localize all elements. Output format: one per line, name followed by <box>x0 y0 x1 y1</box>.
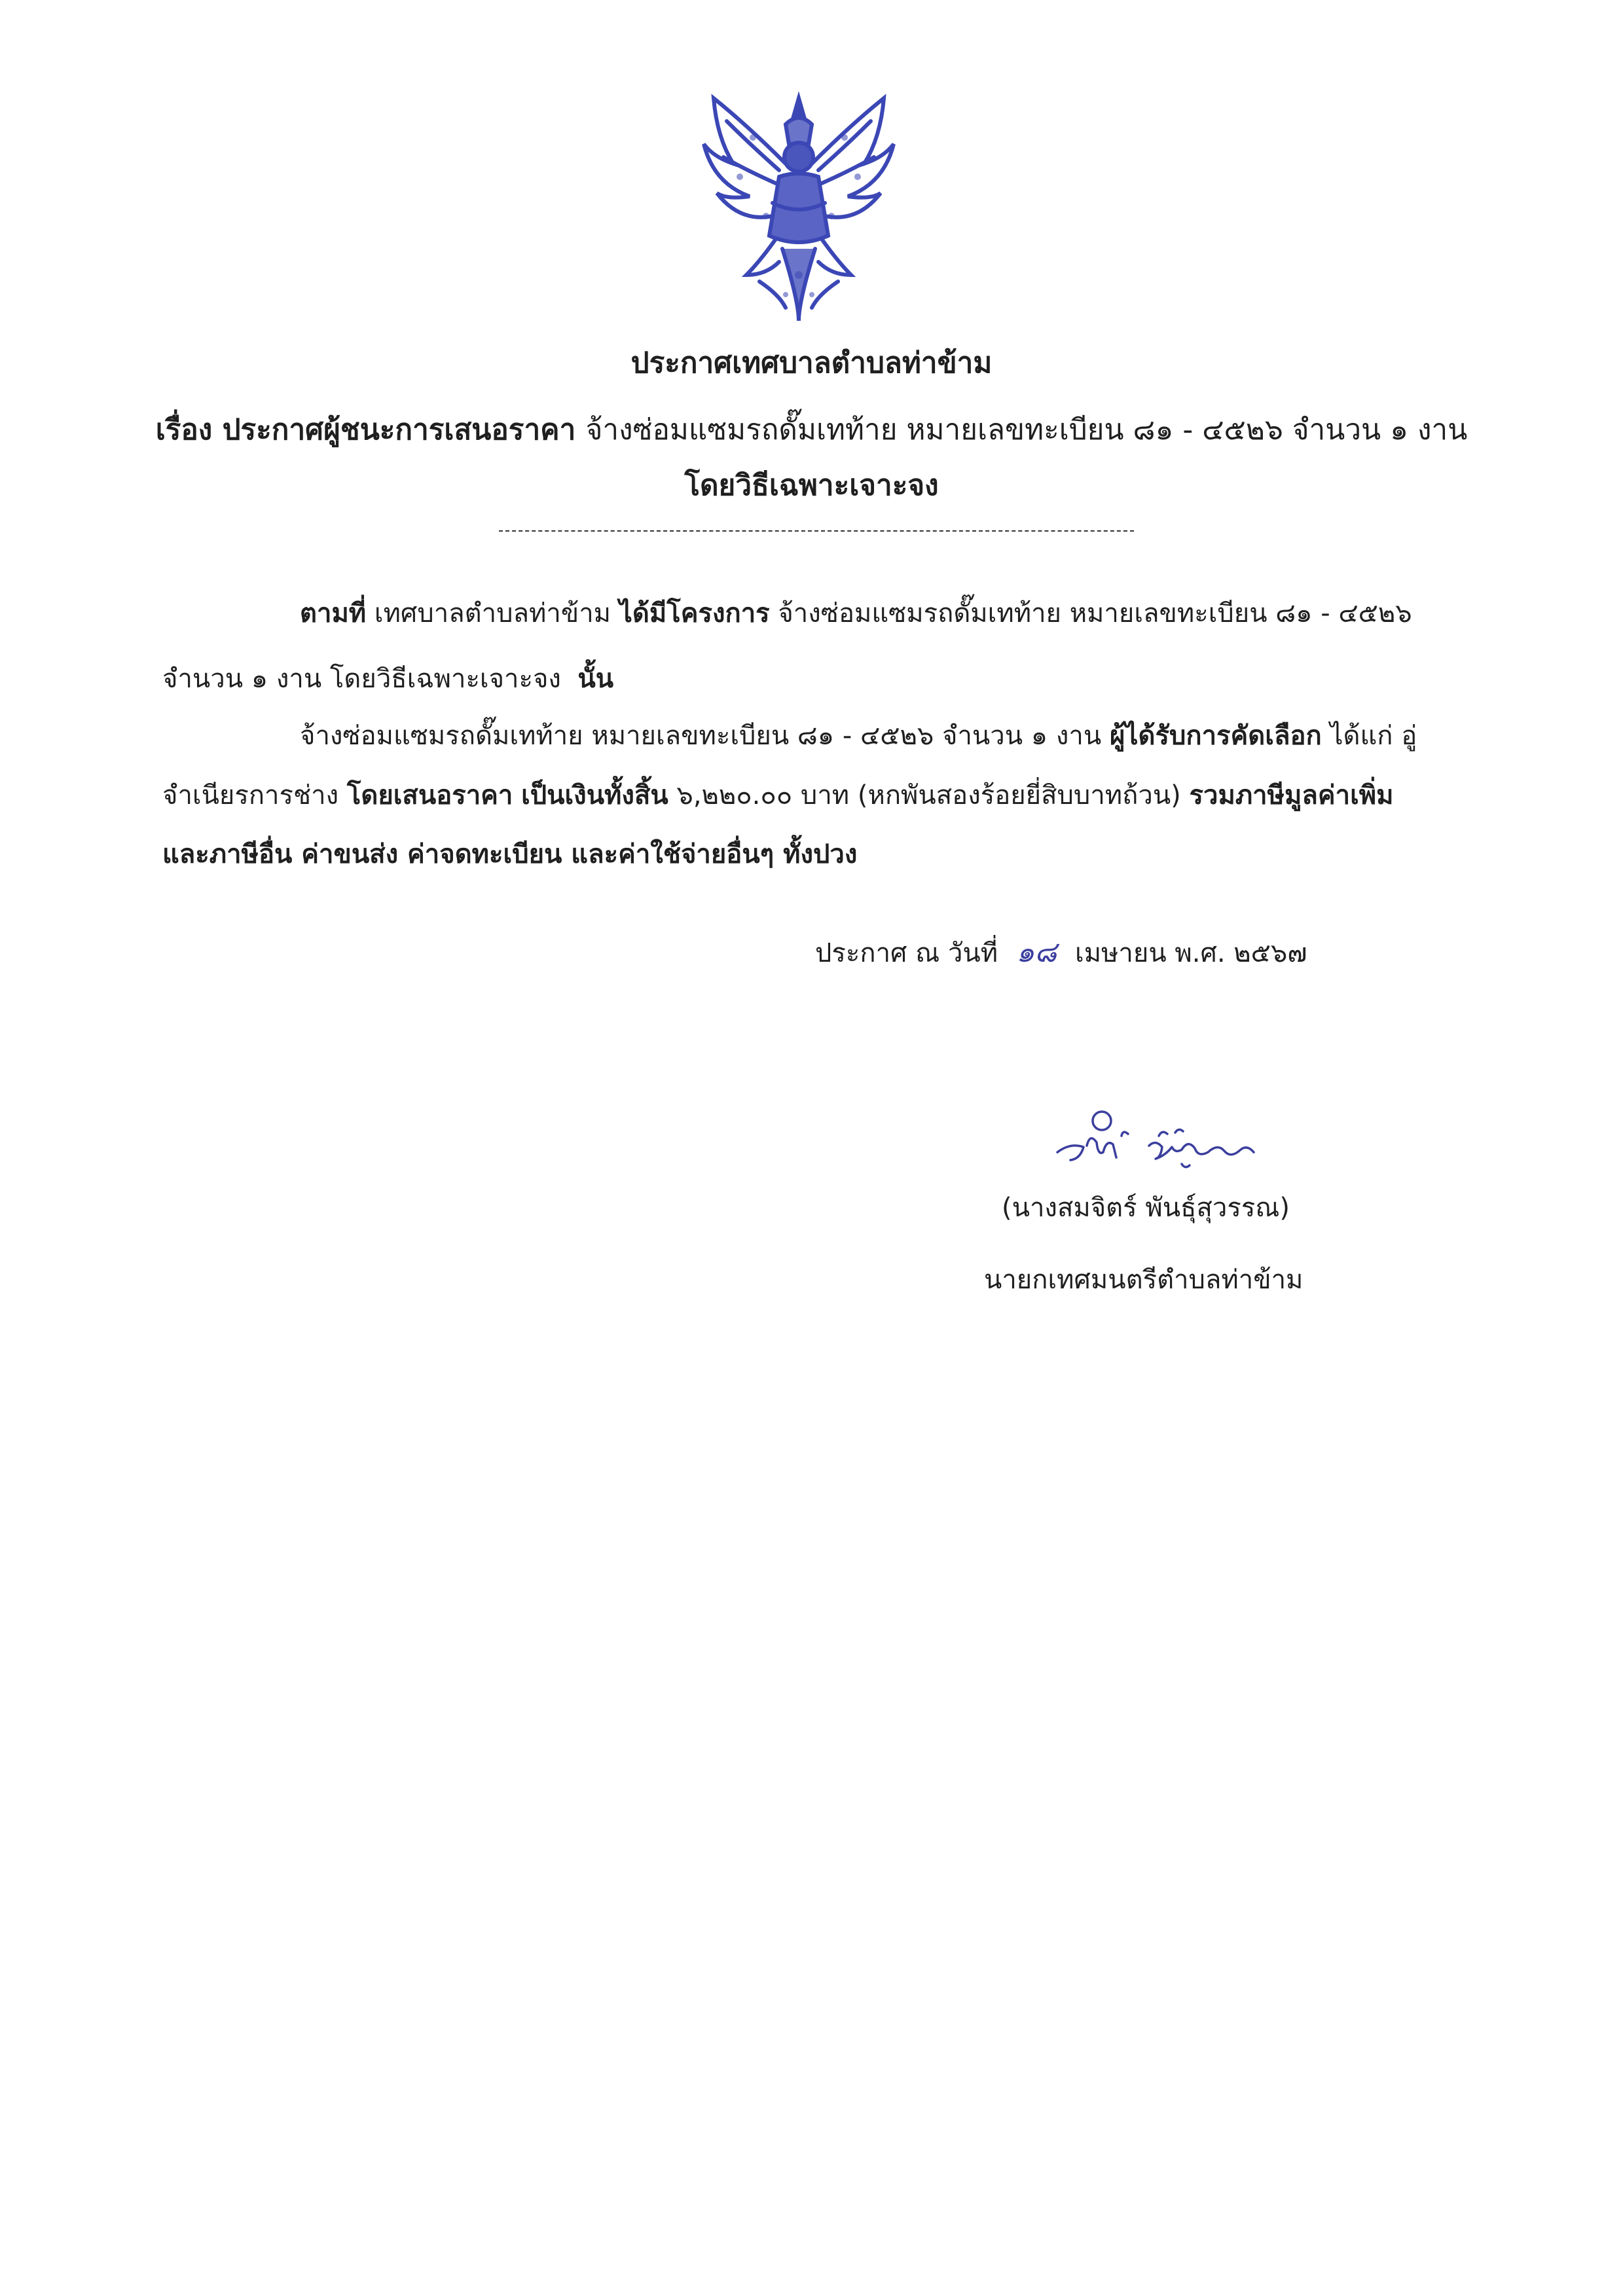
procurement-method: โดยวิธีเฉพาะเจาะจง <box>684 469 939 502</box>
signer-name: (นางสมจิตร์ พันธุ์สุวรรณ) <box>1002 1193 1290 1223</box>
p1-line2: จำนวน ๑ งาน โดยวิธีเฉพาะเจาะจง <box>162 664 561 694</box>
p1-project: จ้างซ่อมแซมรถดั๊มเทท้าย หมายเลขทะเบียน ๘๑ - ๔๕๒๖ <box>778 598 1412 629</box>
date-month-year: เมษายน พ.ศ. ๒๕๖๗ <box>1075 938 1307 968</box>
p1-end: นั้น <box>577 664 614 694</box>
subject-text: จ้างซ่อมแซมรถดั๊มเทท้าย หมายเลขทะเบียน ๘๑ - ๔๕๒๖ จำนวน ๑ งาน <box>585 413 1468 446</box>
signer-position: นายกเทศมนตรีตำบลท่าข้าม <box>984 1265 1304 1295</box>
p2-total-label: เป็นเงินทั้งสิ้น <box>521 780 668 811</box>
announcement-date <box>815 930 1307 976</box>
paragraph-2-line-1 <box>300 702 1465 770</box>
document-subject <box>98 410 1525 450</box>
date-prefix: ประกาศ ณ วันที่ <box>815 938 998 968</box>
subject-prefix: เรื่อง ประกาศผู้ชนะการเสนอราคา <box>155 413 576 446</box>
p2-amount: ๖,๒๒๐.๐๐ บาท (หกพันสองร้อยยี่สิบบาทถ้วน) <box>676 780 1181 811</box>
p1-org: เทศบาลตำบลท่าข้าม <box>374 598 611 629</box>
header-divider <box>499 530 1134 532</box>
p2-winner-prefix: ได้แก่ อู่ <box>1330 721 1417 751</box>
p2-project: จ้างซ่อมแซมรถดั๊มเทท้าย หมายเลขทะเบียน ๘๑ - ๔๕๒๖ จำนวน ๑ งาน <box>300 721 1102 751</box>
p2-line3: และภาษีอื่น ค่าขนส่ง ค่าจดทะเบียน และค่าใช้จ่ายอื่นๆ ทั้งปวง <box>162 839 858 869</box>
paragraph-2-line-3 <box>162 820 1436 888</box>
handwritten-signature <box>1051 1106 1273 1178</box>
p1-verb: ได้มีโครงการ <box>619 598 770 629</box>
document-title: ประกาศเทศบาลตำบลท่าข้าม <box>630 346 993 380</box>
p2-selected-label: ผู้ได้รับการคัดเลือก <box>1109 721 1322 751</box>
date-day: ๑๘ <box>1016 936 1057 969</box>
garuda-emblem-icon <box>687 85 910 334</box>
p2-vat: รวมภาษีมูลค่าเพิ่ม <box>1189 780 1394 811</box>
paragraph-1-line-1 <box>300 579 1436 647</box>
p1-lead: ตามที่ <box>300 598 367 629</box>
p2-offer-label: โดยเสนอราคา <box>346 780 513 811</box>
p2-winner-name: จำเนียรการช่าง <box>162 780 339 811</box>
paragraph-2-line-2 <box>162 761 1436 829</box>
